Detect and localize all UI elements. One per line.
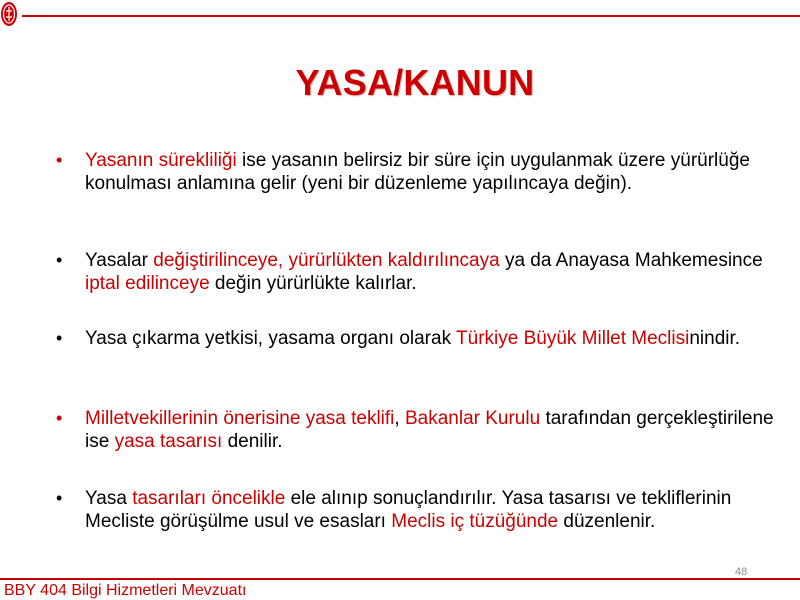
bullet-text-highlight: tasarıları öncelikle bbox=[132, 488, 286, 509]
bullet-list bbox=[54, 149, 774, 557]
bullet-item bbox=[54, 487, 774, 557]
bullet-text-highlight: Milletvekillerinin önerisine yasa teklifi bbox=[85, 408, 395, 429]
bullet-text: Yasalar bbox=[85, 250, 154, 271]
bullet-text: düzenlenir. bbox=[558, 511, 656, 532]
bullet-text: nindir. bbox=[689, 328, 741, 349]
bullet-text: değin yürürlükte kalırlar. bbox=[209, 273, 417, 294]
bullet-text-highlight: Bakanlar Kurulu bbox=[404, 408, 541, 429]
bullet-text-highlight: iptal edilinceye bbox=[85, 273, 210, 294]
bullet-item bbox=[54, 327, 774, 407]
bullet-marker: • bbox=[56, 328, 63, 348]
bullet-text-highlight: Meclis iç tüzüğünde bbox=[391, 511, 559, 532]
page-number: 48 bbox=[735, 566, 748, 578]
bullet-text-highlight: Türkiye Büyük Millet Meclisi bbox=[456, 328, 690, 349]
bullet-item bbox=[54, 249, 774, 327]
bullet-text: ele alınıp sonuçlandırılır. Yasa tasarısı ve tekliflerinin Mecliste görüşülme usul ve esasları bbox=[85, 488, 732, 532]
bullet-text: , bbox=[394, 408, 405, 429]
footer-course-title: BBY 404 Bilgi Hizmetleri Mevzuatı bbox=[4, 582, 247, 599]
bullet-text-highlight: Yasanın sürekliliği bbox=[85, 150, 237, 171]
bullet-text: ise yasanın belirsiz bir süre için uygulanmak üzere yürürlüğe konulması anlamına gelir (yeni bir düzenleme yapılıncaya değin). bbox=[85, 150, 750, 194]
bullet-item bbox=[54, 407, 774, 487]
university-seal-icon bbox=[0, 0, 18, 28]
bullet-text-highlight: yasa tasarısı bbox=[114, 431, 223, 452]
bullet-marker: • bbox=[56, 408, 63, 428]
top-divider bbox=[22, 15, 800, 17]
bullet-text: Yasa çıkarma yetkisi, yasama organı olarak bbox=[85, 328, 457, 349]
slide-title: YASA/KANUN bbox=[295, 62, 535, 103]
bullet-marker: • bbox=[56, 488, 63, 508]
bullet-marker: • bbox=[56, 250, 63, 270]
bullet-text: ya da Anayasa Mahkemesince bbox=[499, 250, 763, 271]
bullet-marker: • bbox=[56, 150, 63, 170]
bullet-text: Yasa bbox=[85, 488, 133, 509]
bullet-item bbox=[54, 149, 774, 249]
bullet-text: tarafından gerçekleştirilene ise bbox=[85, 408, 774, 452]
bullet-text: denilir. bbox=[222, 431, 283, 452]
bullet-text-highlight: değiştirilinceye, yürürlükten kaldırılıncaya bbox=[153, 250, 500, 271]
bottom-divider bbox=[0, 578, 800, 580]
